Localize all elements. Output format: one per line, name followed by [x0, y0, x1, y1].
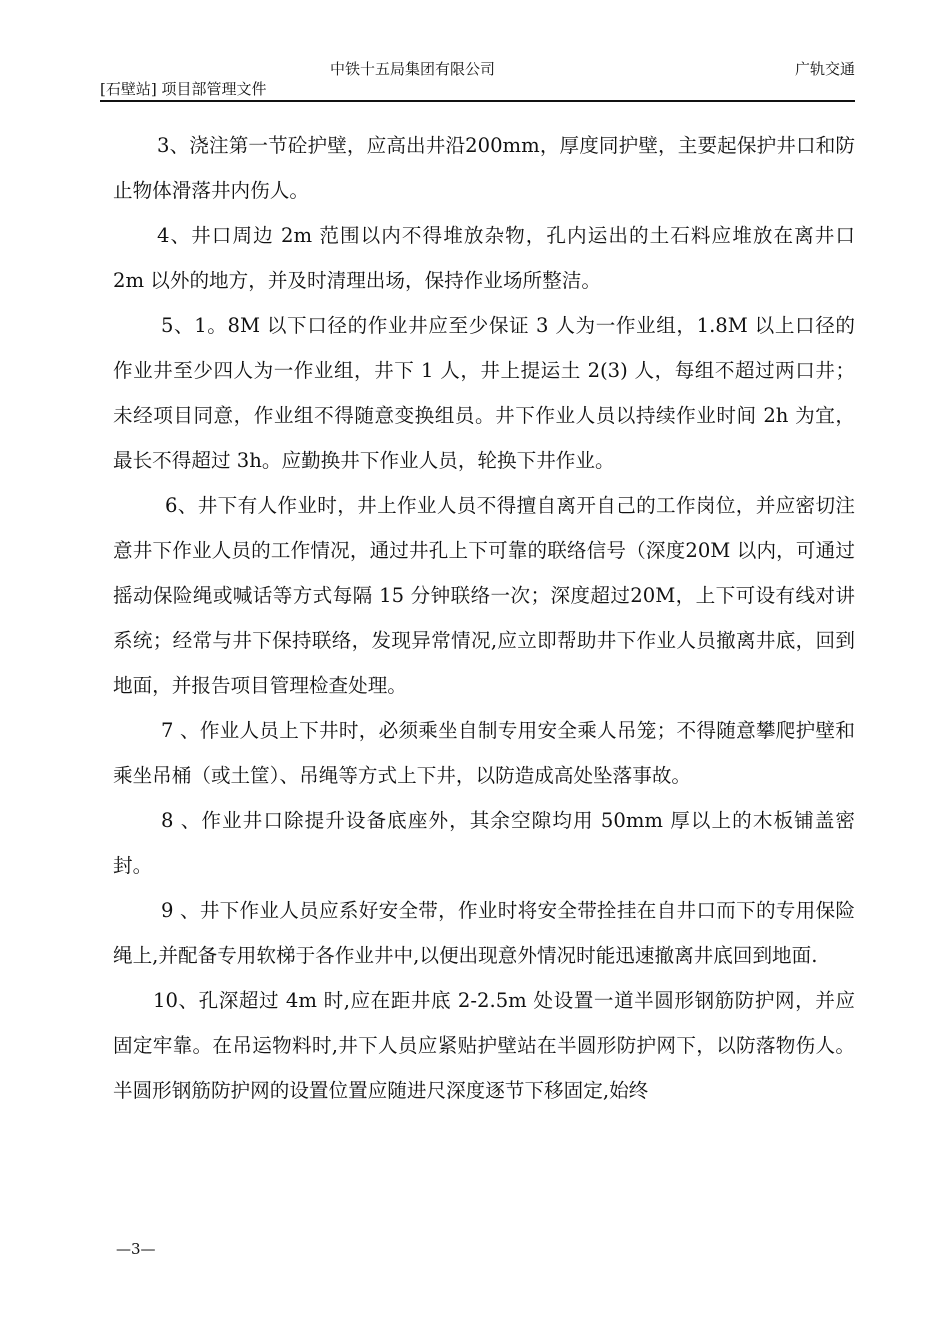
paragraph-item-9: 9 、井下作业人员应系好安全带，作业时将安全带拴挂在自井口而下的专用保险绳上,并配备专用软梯于各作业井中,以便出现意外情况时能迅速撤离井底回到地面. — [113, 899, 855, 967]
page-number: —3— — [116, 1240, 156, 1258]
paragraph-item-5: 5、1。8M 以下口径的作业井应至少保证 3 人为一作业组，1.8M 以上口径的作业井至少四人为一作业组，井下 1 人，井上提运土 2(3) 人，每组不超过两口井；未经项目同意，作业组不得随意变换组员。井下作业人员以持续作业时间 2h 为宜，最长不得超过 3h。应勤换井下作业人员，轮换下井作业。 — [113, 314, 855, 472]
header-document-title: [石壁站] 项目部管理文件 — [100, 80, 267, 98]
header-project: 广轨交通 — [794, 60, 855, 78]
paragraph-item-10: 10、孔深超过 4m 时,应在距井底 2-2.5m 处设置一道半圆形钢筋防护网，并应固定牢靠。在吊运物料时,井下人员应紧贴护壁站在半圆形防护网下，以防落物伤人。半圆形钢筋防护网的设置位置应随进尺深度逐节下移固定,始终 — [113, 989, 855, 1102]
document-body — [113, 123, 862, 1113]
paragraph-item-6: 6、井下有人作业时，井上作业人员不得擅自离开自己的工作岗位，并应密切注意井下作业人员的工作情况，通过井孔上下可靠的联络信号（深度20M 以内，可通过摇动保险绳或喊话等方式每隔 15 分钟联络一次；深度超过20M，上下可设有线对讲系统；经常与井下保持联络，发现异常情况,应立即帮助井下作业人员撤离井底，回到地面，并报告项目管理检查处理。 — [113, 494, 855, 697]
paragraph-item-7: 7 、作业人员上下井时，必须乘坐自制专用安全乘人吊笼；不得随意攀爬护壁和乘坐吊桶（或土筐）、吊绳等方式上下井，以防造成高处坠落事故。 — [113, 719, 855, 787]
header-divider — [100, 100, 855, 102]
paragraph-item-8: 8 、作业井口除提升设备底座外，其余空隙均用 50mm 厚以上的木板铺盖密封。 — [113, 809, 855, 877]
header-company: 中铁十五局集团有限公司 — [330, 60, 496, 78]
page-header — [100, 58, 855, 78]
paragraph-item-4: 4、井口周边 2m 范围以内不得堆放杂物，孔内运出的土石料应堆放在离井口 2m 以外的地方，并及时清理出场，保持作业场所整洁。 — [113, 224, 862, 292]
paragraph-item-3: 3、浇注第一节砼护壁，应高出井沿200mm，厚度同护壁，主要起保护井口和防止物体滑落井内伤人。 — [113, 134, 855, 202]
